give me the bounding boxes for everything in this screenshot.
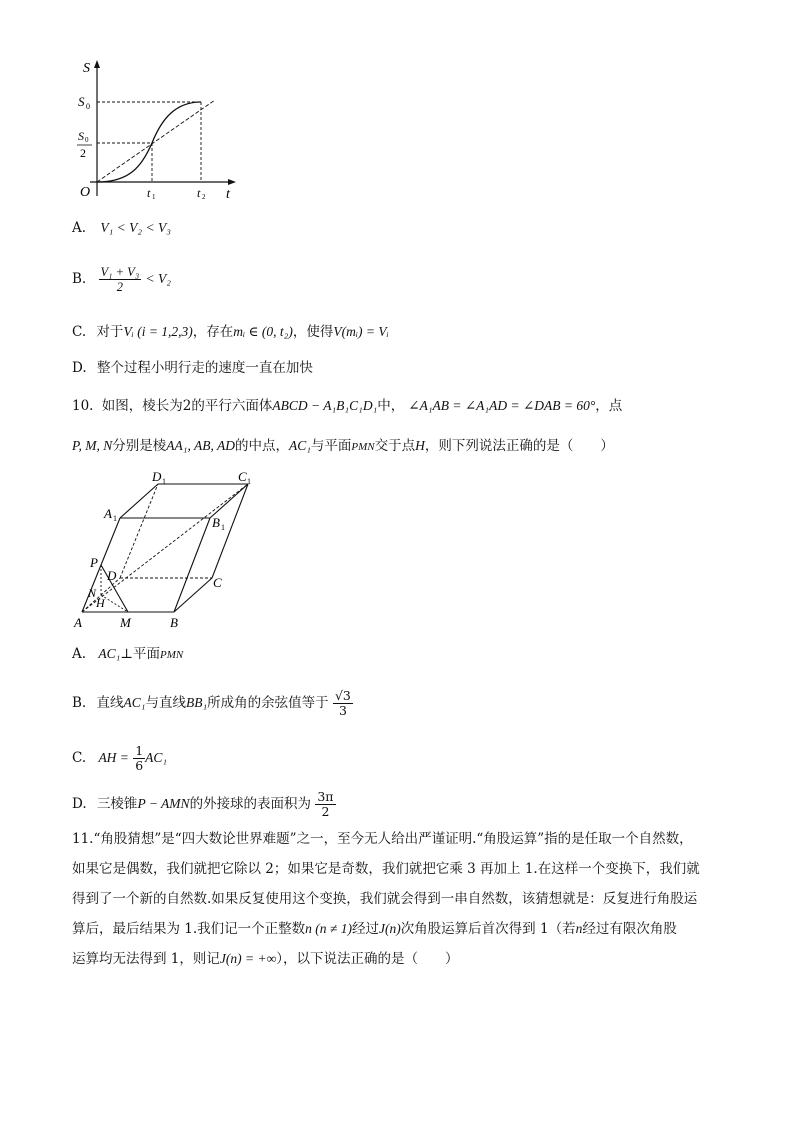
q11-stem bbox=[72, 824, 732, 974]
q10-a-text: ⊥平面 bbox=[120, 646, 160, 662]
label-n: N bbox=[88, 586, 97, 600]
half-num-label: S bbox=[78, 129, 84, 143]
label-h: H bbox=[96, 596, 105, 610]
q9-c-pre: 对于 bbox=[96, 324, 124, 340]
q9-b-rest: < V₂ bbox=[145, 271, 171, 286]
q10-b-post: 所成角的余弦值等于 bbox=[207, 695, 329, 711]
q11-line1: 11.“角股猜想”是“四大数论世界难题”之一，至今无人给出严谨证明.“角股运算”指的是任取一个自然数， bbox=[72, 831, 693, 847]
label-m: M bbox=[120, 615, 131, 630]
q10-b-fraction bbox=[333, 689, 353, 718]
q10-d-fraction bbox=[315, 790, 335, 819]
q9-c-label: C. bbox=[72, 324, 87, 340]
q9-c-math2: mᵢ ∈ (0, t₂) bbox=[233, 324, 293, 339]
q11-line3: 得到了一个新的自然数.如果反复使用这个变换，我们就会得到一串自然数，该猜想就是：反复进行角股运 bbox=[72, 891, 698, 907]
q9-option-a bbox=[72, 218, 171, 238]
label-d: D bbox=[107, 568, 117, 583]
s0-sub: 0 bbox=[86, 102, 90, 111]
q10-a-label: A. bbox=[72, 646, 87, 662]
q11-l4-m1: n (n ≠ 1) bbox=[305, 921, 352, 936]
q10-b-pre: 直线 bbox=[96, 695, 124, 711]
label-a1: A bbox=[104, 506, 112, 521]
q9-b-fraction bbox=[99, 265, 142, 294]
edge-b-b1 bbox=[174, 518, 210, 612]
q10-c-pre: AH = bbox=[98, 750, 129, 765]
q10-l2-b: 的中点， bbox=[234, 438, 289, 454]
q9-c-math3: V(mᵢ) = Vᵢ bbox=[333, 324, 389, 339]
q9-a-label: A. bbox=[72, 220, 87, 236]
q10-b-m1: AC₁ bbox=[123, 695, 146, 710]
t2-sub: 2 bbox=[202, 193, 206, 201]
axis-t-label: t bbox=[226, 187, 230, 202]
q10-solid: ABCD − A₁B₁C₁D₁ bbox=[272, 398, 378, 413]
q10-d-numerator: 3π bbox=[317, 789, 334, 804]
q10-points: P, M, N bbox=[72, 438, 113, 453]
s-curve bbox=[97, 102, 201, 182]
q10-l1-a: 如图，棱长为 bbox=[101, 398, 183, 414]
origin-label: O bbox=[80, 185, 91, 200]
edge-d-d1 bbox=[120, 484, 158, 578]
q9-d-label: D. bbox=[72, 360, 87, 376]
q10-a-plane: PMN bbox=[160, 649, 184, 661]
q10-b-denominator: 3 bbox=[338, 703, 347, 718]
q9-c-mid: ，存在 bbox=[192, 324, 234, 340]
label-p: P bbox=[90, 555, 98, 570]
t-axis-arrow bbox=[228, 179, 236, 185]
q10-d-pre: 三棱锥 bbox=[96, 796, 138, 812]
diagonal-dashed-line bbox=[97, 100, 215, 182]
q11-l4-a: 算后，最后结果为 1.我们记一个正整数 bbox=[72, 921, 306, 937]
q11-line5 bbox=[72, 944, 732, 974]
q10-l2-a: 分别是棱 bbox=[112, 438, 167, 454]
q9-option-c bbox=[72, 322, 389, 342]
q10-option-c bbox=[72, 740, 167, 776]
half-den-label: 2 bbox=[80, 146, 86, 160]
half-num-sub: 0 bbox=[85, 136, 89, 144]
q10-plane: PMN bbox=[351, 441, 375, 453]
q11-line2: 如果它是偶数，我们就把它除以 2；如果它是奇数，我们就把它乘 3 再加上 1.在这样一个变换下，我们就 bbox=[72, 861, 700, 877]
t1-label: t bbox=[147, 186, 151, 200]
q11-line4 bbox=[72, 914, 732, 944]
label-d1-sub: 1 bbox=[162, 477, 166, 486]
edge-b-c bbox=[174, 578, 212, 612]
q10-c-numerator: 1 bbox=[135, 743, 144, 758]
q10-edges: AA₁, AB, AD bbox=[166, 438, 235, 453]
label-a: A bbox=[74, 615, 82, 630]
q9-c-math1: Vᵢ (i = 1,2,3) bbox=[123, 324, 193, 339]
q11-l5-b: ），以下说法正确的是（ ） bbox=[276, 951, 459, 967]
q10-d-label: D. bbox=[72, 796, 87, 812]
q10-b-mid: 与直线 bbox=[145, 695, 186, 711]
q10-option-b bbox=[72, 684, 353, 722]
label-c1: C bbox=[238, 470, 247, 484]
s0-label: S bbox=[78, 94, 85, 109]
edge-b1-c1 bbox=[210, 484, 248, 518]
axis-s-label: S bbox=[83, 61, 90, 76]
q10-l2-d: 交于点 bbox=[374, 438, 416, 454]
label-b: B bbox=[170, 615, 178, 630]
s-axis-arrow bbox=[94, 60, 100, 68]
q10-edge-length: 2 bbox=[182, 398, 192, 414]
q9-b-label: B. bbox=[72, 271, 87, 287]
q9-d-text: 整个过程小明行走的速度一直在加快 bbox=[96, 360, 313, 376]
label-d1: D bbox=[152, 470, 162, 484]
q10-b-numerator: √3 bbox=[334, 688, 351, 703]
q9-a-math: V₁ < V₂ < V₃ bbox=[100, 220, 171, 235]
label-b1-sub: 1 bbox=[221, 523, 225, 532]
q11-l5-a: 运算均无法得到 1，则记 bbox=[72, 951, 220, 967]
q9-b-denominator: 2 bbox=[116, 280, 123, 294]
segment-n-m bbox=[101, 595, 128, 612]
q10-l1-c: 中， bbox=[377, 398, 405, 414]
q11-l4-c: 次角股运算后首次得到 1（若 bbox=[400, 921, 576, 937]
q10-d-denominator: 2 bbox=[321, 804, 330, 819]
distance-time-graph bbox=[70, 56, 250, 206]
q10-l2-e: ，则下列说法正确的是（ ） bbox=[424, 438, 614, 454]
q10-angles: ∠A₁AB = ∠A₁AD = ∠DAB = 60° bbox=[408, 398, 596, 413]
label-c: C bbox=[213, 575, 222, 590]
q10-b-label: B. bbox=[72, 695, 87, 711]
q10-c-label: C. bbox=[72, 750, 87, 766]
q10-option-d bbox=[72, 786, 336, 822]
q10-ac1: AC₁ bbox=[288, 438, 311, 453]
q10-number: 10. bbox=[72, 398, 94, 414]
q9-option-b bbox=[72, 262, 171, 296]
edge-a1-d1 bbox=[120, 484, 158, 518]
q11-l4-d: 经过有限次角股 bbox=[582, 921, 677, 937]
q10-l1-d: ，点 bbox=[595, 398, 623, 414]
q10-l2-c: 与平面 bbox=[310, 438, 352, 454]
t1-sub: 1 bbox=[152, 193, 156, 201]
label-a1-sub: 1 bbox=[113, 514, 117, 523]
q9-option-d bbox=[72, 358, 313, 378]
q11-l5-m: J(n) = +∞ bbox=[219, 951, 277, 966]
q11-l4-m2: J(n) bbox=[378, 921, 401, 936]
q10-stem-line1 bbox=[72, 396, 622, 416]
q11-l4-b: 经过 bbox=[351, 921, 379, 937]
t2-label: t bbox=[197, 186, 201, 200]
parallelepiped-figure bbox=[70, 470, 260, 630]
q10-option-a bbox=[72, 644, 183, 665]
q10-l1-b: 的平行六面体 bbox=[191, 398, 273, 414]
q10-h: H bbox=[415, 438, 425, 453]
q10-d-math: P − AMN bbox=[137, 796, 190, 811]
q9-b-numerator: V₁ + V₃ bbox=[100, 265, 140, 279]
q10-c-denominator: 6 bbox=[135, 758, 144, 773]
q10-a-math: AC₁ bbox=[98, 646, 121, 661]
q10-c-post: AC₁ bbox=[145, 750, 168, 765]
q10-b-m2: BB₁ bbox=[185, 695, 208, 710]
label-b1: B bbox=[212, 515, 220, 530]
q10-d-mid: 的外接球的表面积为 bbox=[189, 796, 312, 812]
label-c1-sub: 1 bbox=[247, 477, 251, 486]
q10-c-fraction bbox=[133, 744, 145, 773]
q10-stem-line2 bbox=[72, 436, 614, 457]
q11-l4-m3: n bbox=[575, 921, 583, 936]
q9-c-mid2: ，使得 bbox=[292, 324, 334, 340]
